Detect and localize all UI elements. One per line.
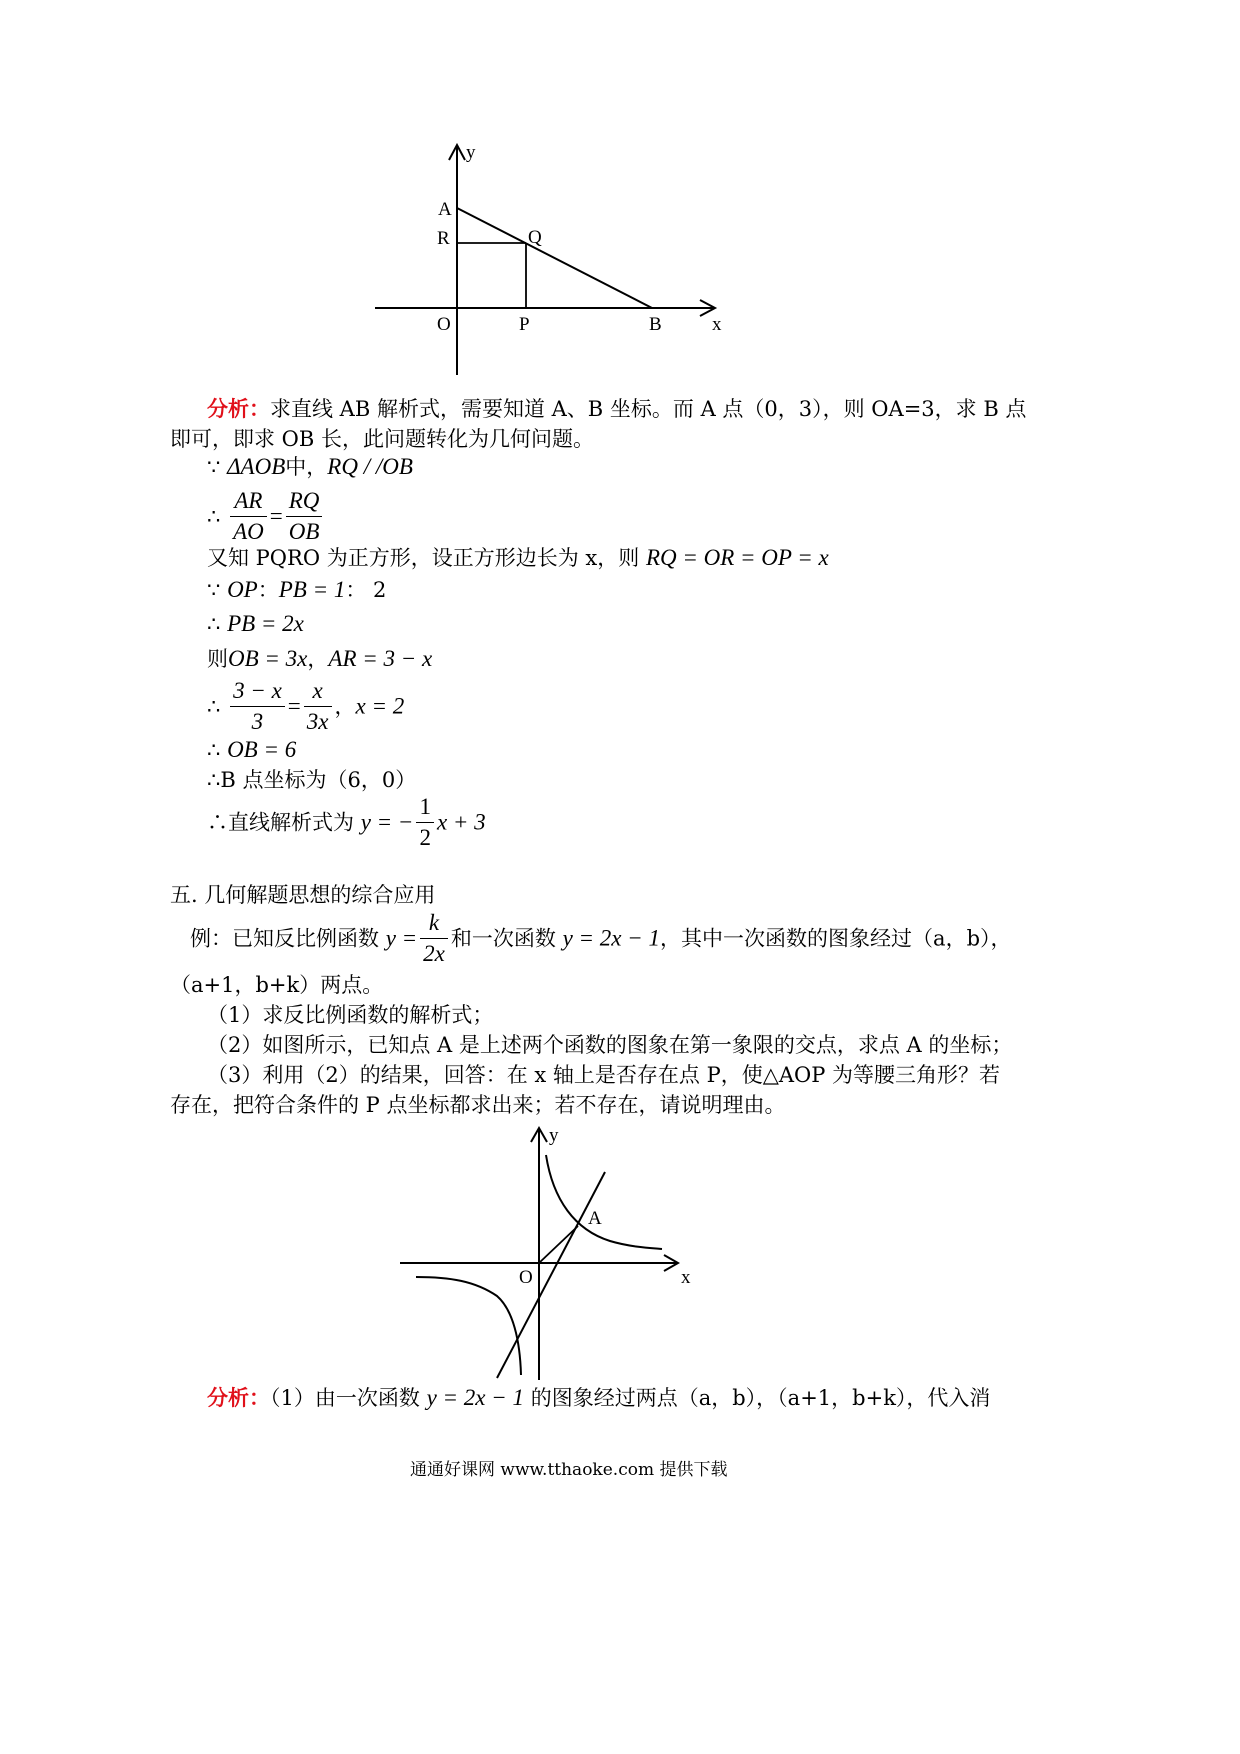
line-ab	[457, 208, 652, 308]
step-line-equation	[207, 792, 486, 853]
linear-function-line	[497, 1172, 605, 1378]
example-line1	[190, 908, 1012, 969]
figure-square-in-triangle	[370, 140, 750, 385]
step-ratio	[207, 486, 325, 547]
example-line2: （a+1，b+k）两点。	[170, 973, 384, 997]
hyperbola-branch-q1	[546, 1155, 662, 1249]
fraction-rq-ob: $\frac{RQ}{OB}$	[286, 486, 323, 547]
therefore-symbol: ∴	[207, 504, 221, 529]
comma-text: ，	[334, 694, 356, 719]
fig1-label-y: y	[466, 142, 476, 163]
fig1-label-b: B	[649, 314, 662, 335]
comma-text: ，	[307, 647, 329, 671]
analysis1-text1: 求直线 AB 解析式，需要知道 A、B 坐标。而 A 点（0，3），则 OA=3，求 B 点	[270, 397, 1027, 421]
question-2: （2）如图所示，已知点 A 是上述两个函数的图象在第一象限的交点，求点 A 的坐标；	[207, 1033, 1013, 1057]
fig2-label-x: x	[681, 1267, 691, 1288]
footer: 通通好课网 www.tthaoke.com 提供下载	[410, 1460, 728, 1480]
ratio-2: ： 2	[345, 578, 387, 602]
question-3b: 存在，把符合条件的 P 点坐标都求出来；若不存在，请说明理由。	[170, 1093, 786, 1117]
therefore-symbol: ∴	[207, 694, 221, 719]
op-text: OP	[227, 577, 258, 602]
zhong-text: 中，	[285, 455, 328, 479]
analysis2-post: 的图象经过两点（a，b），（a+1，b+k），代入消	[530, 1386, 991, 1410]
fraction-k-2x: $\frac{k}{2x}$	[420, 908, 448, 969]
pb-equation: PB = 2x	[227, 611, 304, 636]
ar-equation: AR = 3 − x	[328, 646, 433, 671]
step-pb	[207, 609, 304, 639]
step-triangle-parallel	[207, 452, 413, 482]
fig1-label-a: A	[438, 199, 452, 220]
linear-func: y = 2x − 1	[562, 925, 661, 951]
fraction-one-half: $\frac{1}{2}$	[416, 792, 434, 853]
question-1: （1）求反比例函数的解析式；	[207, 1003, 494, 1027]
inverse-func-pre: y =	[385, 925, 418, 951]
fraction-x-3x: $\frac{x}{3x}$	[304, 676, 332, 737]
triangle-aob: ΔAOB	[227, 454, 286, 479]
example-post: ，其中一次函数的图象经过（a，b），	[660, 926, 1012, 951]
x-solution: x = 2	[355, 693, 405, 719]
square-text: 又知 PQRO 为正方形，设正方形边长为 x，则	[207, 546, 640, 570]
line-text: ∴直线解析式为	[207, 810, 354, 835]
example-mid: 和一次函数	[450, 926, 556, 951]
example-pre: 例：已知反比例函数	[190, 926, 379, 951]
analysis-label: 分析：	[207, 396, 270, 421]
figure-hyperbola-line	[395, 1122, 705, 1387]
fig1-label-o: O	[437, 314, 451, 335]
fig1-label-x: x	[712, 314, 722, 335]
step-square	[207, 543, 829, 573]
equals-sign: =	[269, 503, 283, 529]
line-math-post: x + 3	[436, 809, 486, 835]
square-equation: RQ = OR = OP = x	[645, 545, 829, 570]
ze-text: 则	[207, 647, 228, 671]
fig1-label-r: R	[437, 228, 450, 249]
fig1-label-q: Q	[528, 227, 542, 248]
because-symbol: ∵	[207, 578, 221, 602]
analysis1-line1	[207, 394, 1026, 424]
line-math-pre: y = −	[360, 809, 414, 835]
analysis2-math: y = 2x − 1	[426, 1385, 525, 1410]
ob-6: OB = 6	[227, 737, 297, 762]
fig2-label-a: A	[588, 1208, 602, 1229]
equals-sign: =	[287, 693, 301, 719]
fig1-label-p: P	[519, 314, 530, 335]
parallel-statement: RQ / /OB	[327, 454, 413, 479]
analysis1-line2: 即可，即求 OB 长，此问题转化为几何问题。	[170, 427, 594, 451]
step-ob6	[207, 735, 296, 765]
analysis2-pre: （1）由一次函数	[270, 1386, 420, 1410]
fig2-label-o: O	[519, 1267, 533, 1288]
step-op-pb	[207, 575, 386, 605]
segment-oa	[539, 1226, 578, 1263]
step-ob-ar	[207, 644, 432, 674]
analysis2-line	[207, 1383, 990, 1413]
ob-equation: OB = 3x	[228, 646, 308, 671]
colon-text: ：	[257, 578, 279, 602]
fraction-ar-ao: $\frac{AR}{AO}$	[230, 486, 267, 547]
fig2-label-y: y	[549, 1125, 559, 1146]
question-3a: （3）利用（2）的结果，回答：在 x 轴上是否存在点 P，使△AOP 为等腰三角形？若	[207, 1063, 1001, 1087]
analysis-label: 分析：	[207, 1385, 270, 1410]
therefore-symbol: ∴	[207, 738, 221, 762]
fraction-3-minus-x: $\frac{3 - x}{3}$	[230, 676, 285, 737]
because-symbol: ∵	[207, 455, 221, 479]
step-b-coord: ∴B 点坐标为（6，0）	[207, 768, 417, 792]
section5-title: 五. 几何解题思想的综合应用	[170, 883, 436, 907]
pb-eq-1: PB = 1	[278, 577, 346, 602]
step-solve-x	[207, 676, 404, 737]
therefore-symbol: ∴	[207, 612, 221, 636]
